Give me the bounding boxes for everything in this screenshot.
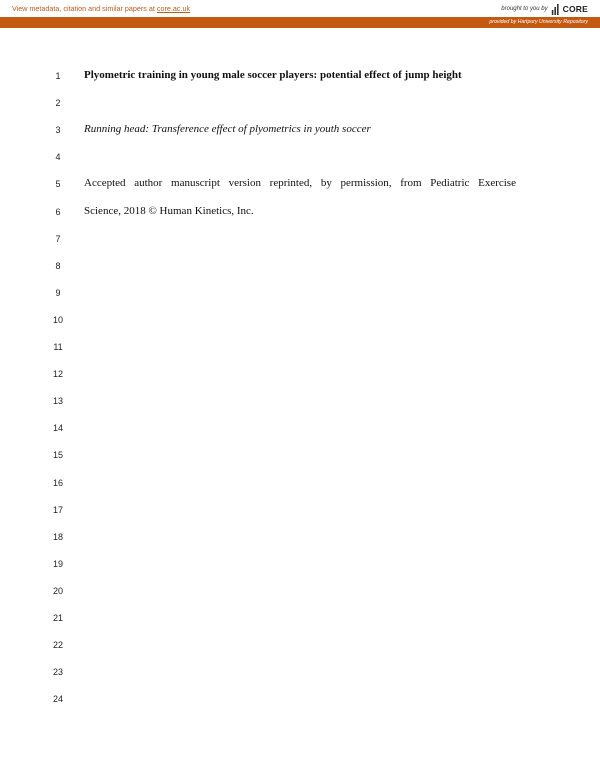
manuscript-line — [0, 366, 600, 384]
line-number: 8 — [55, 260, 61, 271]
manuscript-line — [0, 312, 600, 330]
manuscript-line — [0, 529, 600, 547]
core-link[interactable]: core.ac.uk — [156, 4, 191, 13]
line-number: 2 — [55, 98, 61, 109]
line-number: 20 — [52, 585, 63, 596]
line-number: 17 — [52, 504, 63, 515]
manuscript-line — [0, 68, 600, 86]
manuscript-line — [0, 447, 600, 465]
copyright-notice-line-2: Science, 2018 © Human Kinetics, Inc. — [84, 204, 254, 217]
manuscript-line — [0, 258, 600, 276]
line-number: 14 — [52, 423, 63, 434]
line-number: 5 — [55, 179, 61, 190]
line-number: 1 — [55, 71, 61, 81]
core-attribution[interactable] — [501, 2, 588, 16]
provided-by-text: provided by Hartpury University Repository — [489, 18, 588, 25]
core-banner — [0, 0, 600, 29]
manuscript-line — [0, 637, 600, 655]
brought-to-you-text: brought to you by — [501, 6, 548, 12]
manuscript-line — [0, 339, 600, 357]
line-number: 21 — [52, 613, 63, 623]
manuscript-line — [0, 149, 600, 167]
paper-title: Plyometric training in young male soccer players: potential effect of jump height — [84, 69, 462, 81]
manuscript-line — [0, 285, 600, 303]
line-number: 24 — [52, 694, 63, 705]
core-logo-icon — [551, 4, 560, 15]
line-number: 6 — [55, 206, 61, 217]
line-number: 11 — [53, 342, 63, 352]
line-number: 15 — [52, 450, 63, 461]
copyright-notice-line-1: Accepted author manuscript version reprinted, by permission, from Pediatric Exercise — [84, 177, 516, 190]
manuscript-line — [0, 583, 600, 601]
line-number: 10 — [52, 314, 63, 325]
manuscript-line — [0, 502, 600, 520]
banner-top-row — [0, 0, 600, 17]
manuscript-line — [0, 610, 600, 628]
manuscript-line — [0, 691, 600, 709]
manuscript-line — [0, 95, 600, 113]
provided-by-bar — [0, 17, 600, 28]
line-number: 3 — [55, 125, 61, 136]
line-number: 22 — [52, 640, 63, 651]
core-wordmark: CORE — [562, 4, 588, 14]
manuscript-line — [0, 556, 600, 574]
manuscript-line — [0, 664, 600, 682]
line-number: 12 — [52, 369, 63, 380]
manuscript-line — [0, 393, 600, 411]
running-head: Running head: Transference effect of plyometrics in youth soccer — [84, 123, 371, 136]
manuscript-line — [0, 204, 600, 222]
manuscript-line — [0, 176, 600, 194]
line-number: 9 — [55, 287, 61, 298]
line-number: 18 — [52, 531, 63, 542]
line-number: 23 — [52, 667, 63, 678]
metadata-notice — [12, 4, 190, 13]
line-number: 4 — [55, 152, 61, 163]
line-number: 16 — [52, 477, 63, 488]
line-number: 7 — [55, 233, 61, 244]
line-number: 13 — [52, 396, 63, 407]
manuscript-line — [0, 475, 600, 493]
manuscript-line — [0, 122, 600, 140]
line-number: 19 — [52, 558, 63, 569]
metadata-notice-text: View metadata, citation and similar papers at — [12, 4, 157, 13]
manuscript-line — [0, 420, 600, 438]
manuscript-line — [0, 231, 600, 249]
